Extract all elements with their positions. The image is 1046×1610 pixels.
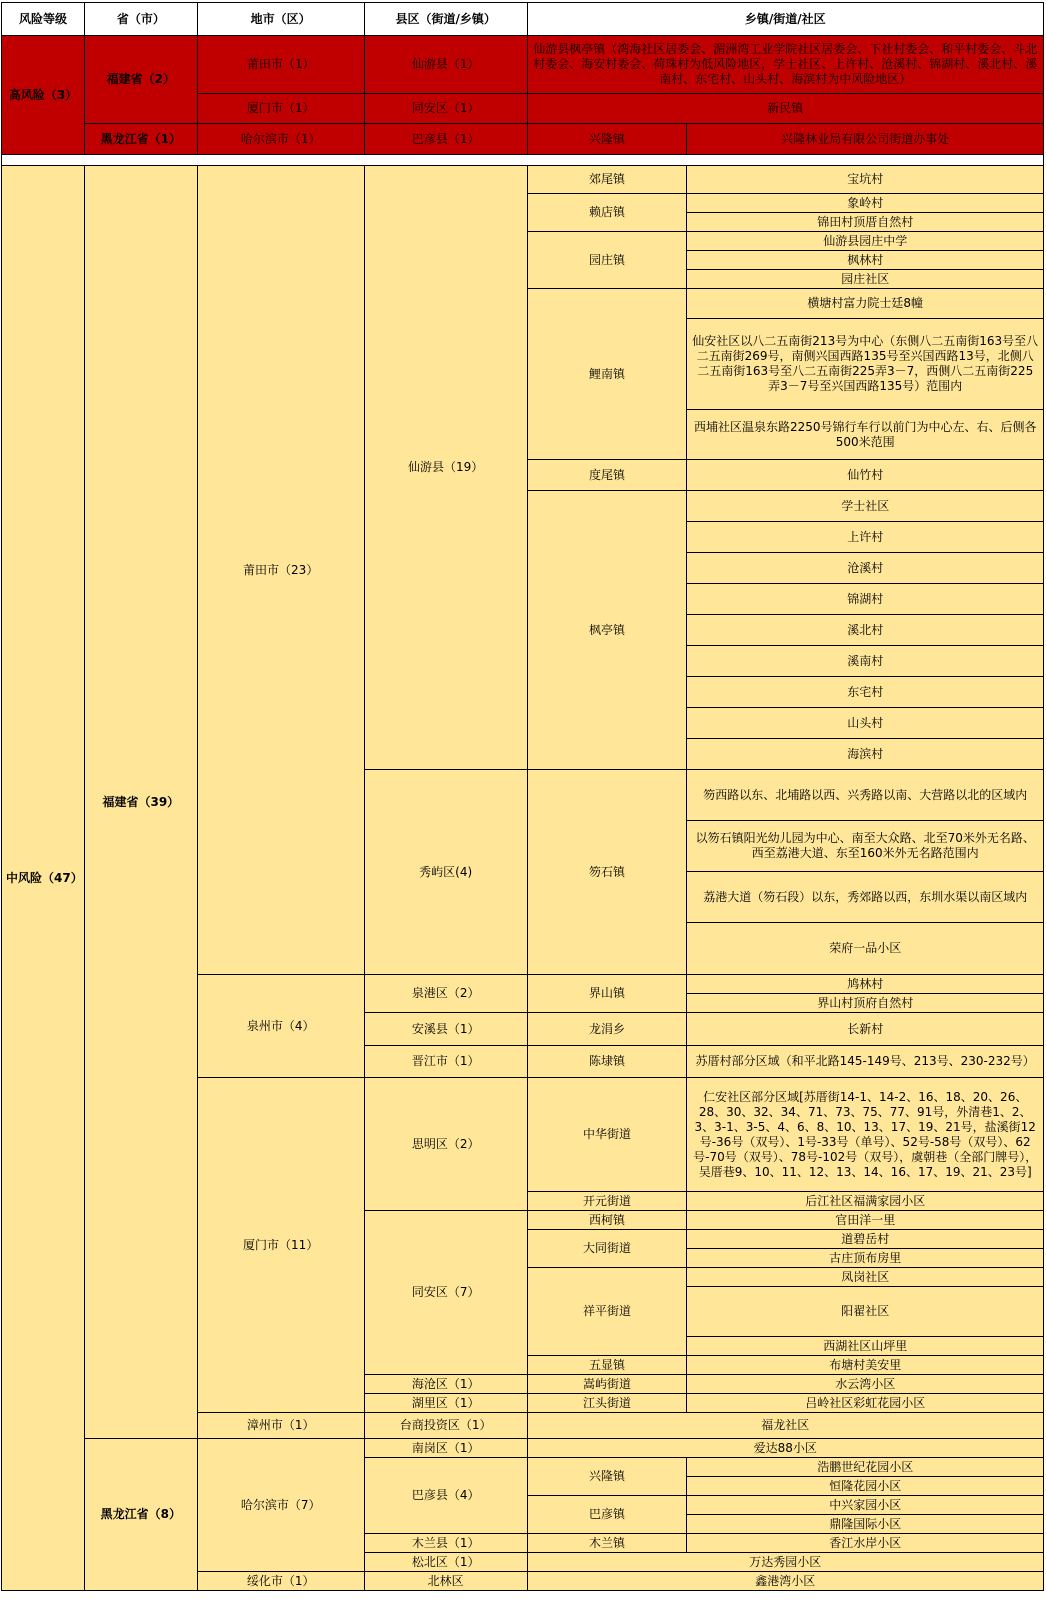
high-province-fujian: 福建省（2） bbox=[84, 36, 197, 124]
header-row bbox=[2, 3, 1044, 36]
county-cell: 南岗区（1） bbox=[364, 1439, 527, 1458]
separator-row bbox=[2, 155, 1044, 166]
county-cell: 海沧区（1） bbox=[364, 1375, 527, 1394]
town-cell: 西柯镇 bbox=[527, 1211, 687, 1230]
town-cell: 鲤南镇 bbox=[527, 289, 687, 460]
area-cell: 横塘村富力院士廷8幢 bbox=[687, 289, 1044, 319]
area-cell: 福龙社区 bbox=[527, 1413, 1043, 1439]
town-cell: 开元街道 bbox=[527, 1192, 687, 1211]
area-cell: 水云湾小区 bbox=[687, 1375, 1044, 1394]
town-cell: 兴隆镇 bbox=[527, 1458, 687, 1496]
area-cell: 沧溪村 bbox=[687, 553, 1044, 584]
area-cell: 浩鹏世纪花园小区 bbox=[687, 1458, 1044, 1477]
col-province: 省（市） bbox=[84, 3, 197, 36]
town-cell: 木兰镇 bbox=[527, 1534, 687, 1553]
area-cell: 苏厝村部分区域（和平北路145-149号、213号、230-232号） bbox=[687, 1046, 1044, 1078]
area-cell: 东宅村 bbox=[687, 677, 1044, 708]
town-cell: 龙涓乡 bbox=[527, 1013, 687, 1046]
area-cell: 仁安社区部分区域[苏厝街14-1、14-2、16、18、20、26、28、30、32、34、71、73、75、77、91号，外清巷1、2、3、3-1、3-5、4、6、8、10、13、17、19、21号，盐溪街12号-36号（双号）、1号-33号（单号）、52号-58号（双号）、62号-70号（双号）、78号-102号（双号），虞朝巷（全部门牌号），吴厝巷9、10、11、12、13、14、16、17、19、21、23号] bbox=[687, 1078, 1044, 1192]
town-cell: 枫亭镇 bbox=[527, 491, 687, 770]
area-cell: 西埔社区温泉东路2250号锦行车行以前门为中心左、右、后侧各500米范围 bbox=[687, 410, 1044, 460]
county-cell: 巴彦县（4） bbox=[364, 1458, 527, 1534]
county-cell: 仙游县（19） bbox=[364, 166, 527, 770]
city-cell: 莆田市（1） bbox=[197, 36, 364, 94]
area-cell: 溪南村 bbox=[687, 646, 1044, 677]
area-cell: 凤岗社区 bbox=[687, 1268, 1044, 1287]
town-cell: 度尾镇 bbox=[527, 460, 687, 491]
town-cell: 江头街道 bbox=[527, 1394, 687, 1413]
town-cell: 笏石镇 bbox=[527, 770, 687, 975]
area-cell: 象岭村 bbox=[687, 194, 1044, 213]
area-cell: 以笏石镇阳光幼儿园为中心、南至大众路、北至70米外无名路、西至荔港大道、东至160米外无名路范围内 bbox=[687, 821, 1044, 872]
col-town: 乡镇/街道/社区 bbox=[527, 3, 1043, 36]
high-province-heilongjiang: 黑龙江省（1） bbox=[84, 124, 197, 155]
city-cell: 莆田市（23） bbox=[197, 166, 364, 975]
city-cell: 漳州市（1） bbox=[197, 1413, 364, 1439]
county-cell: 同安区（1） bbox=[364, 94, 527, 124]
table-row bbox=[2, 36, 1044, 94]
town-cell: 郊尾镇 bbox=[527, 166, 687, 194]
county-cell: 思明区（2） bbox=[364, 1078, 527, 1211]
area-cell: 枫林村 bbox=[687, 251, 1044, 270]
area-cell: 仙安社区以八二五南街213号为中心（东侧八二五南街163号至八二五南街269号，南侧兴国西路135号至兴国西路13号，北侧八二五南街163号至八二五南街225弄3－7，西侧八二五南街225弄3－7号至兴国西路135号）范围内 bbox=[687, 319, 1044, 410]
town-cell: 兴隆镇 bbox=[527, 124, 687, 155]
area-cell: 道碧岳村 bbox=[687, 1230, 1044, 1249]
town-cell: 赖店镇 bbox=[527, 194, 687, 232]
town-cell: 祥平街道 bbox=[527, 1268, 687, 1356]
area-cell: 园庄社区 bbox=[687, 270, 1044, 289]
area-cell: 中兴家园小区 bbox=[687, 1496, 1044, 1515]
town-cell: 界山镇 bbox=[527, 975, 687, 1013]
county-cell: 安溪县（1） bbox=[364, 1013, 527, 1046]
town-cell: 陈埭镇 bbox=[527, 1046, 687, 1078]
area-cell: 爱达88小区 bbox=[527, 1439, 1043, 1458]
area-cell: 宝坑村 bbox=[687, 166, 1044, 194]
area-cell: 上许村 bbox=[687, 522, 1044, 553]
col-risk-level: 风险等级 bbox=[2, 3, 85, 36]
area-cell: 学士社区 bbox=[687, 491, 1044, 522]
county-cell: 泉港区（2） bbox=[364, 975, 527, 1013]
area-cell: 界山村顶府自然村 bbox=[687, 994, 1044, 1013]
col-city: 地市（区） bbox=[197, 3, 364, 36]
town-cell: 嵩屿街道 bbox=[527, 1375, 687, 1394]
high-risk-level: 高风险（3） bbox=[2, 36, 85, 155]
area-cell: 西湖社区山坪里 bbox=[687, 1337, 1044, 1356]
county-cell: 同安区（7） bbox=[364, 1211, 527, 1375]
area-cell: 鑫港湾小区 bbox=[527, 1572, 1043, 1591]
table-row bbox=[2, 1439, 1044, 1458]
col-county: 县区（街道/乡镇） bbox=[364, 3, 527, 36]
area-cell: 长新村 bbox=[687, 1013, 1044, 1046]
area-cell: 锦田村顶厝自然村 bbox=[687, 213, 1044, 232]
city-cell: 厦门市（1） bbox=[197, 94, 364, 124]
town-cell: 园庄镇 bbox=[527, 232, 687, 289]
area-cell: 兴隆林业局有限公司街道办事处 bbox=[687, 124, 1044, 155]
county-cell: 北林区 bbox=[364, 1572, 527, 1591]
county-cell: 秀屿区(4) bbox=[364, 770, 527, 975]
area-cell: 仙游县园庄中学 bbox=[687, 232, 1044, 251]
area-cell: 香江水岸小区 bbox=[687, 1534, 1044, 1553]
county-cell: 台商投资区（1） bbox=[364, 1413, 527, 1439]
area-cell: 海滨村 bbox=[687, 739, 1044, 770]
town-cell: 巴彦镇 bbox=[527, 1496, 687, 1534]
county-cell: 木兰县（1） bbox=[364, 1534, 527, 1553]
city-cell: 泉州市（4） bbox=[197, 975, 364, 1078]
mid-province-fujian: 福建省（39） bbox=[84, 166, 197, 1439]
town-cell: 中华街道 bbox=[527, 1078, 687, 1192]
area-cell: 仙游县枫亭镇（湾海社区居委会、湄洲湾工业学院社区居委会、下社村委会、和平村委会、斗北村委会、海安村委会、荷珠村为低风险地区，学士社区、上许村、沧溪村、锦湖村、溪北村、溪南村、东宅村、山头村、海滨村为中风险地区） bbox=[527, 36, 1043, 94]
area-cell: 吕岭社区彩虹花园小区 bbox=[687, 1394, 1044, 1413]
area-cell: 荔港大道（笏石段）以东，秀郊路以西，东圳水渠以南区域内 bbox=[687, 872, 1044, 923]
county-cell: 巴彦县（1） bbox=[364, 124, 527, 155]
area-cell: 阳翟社区 bbox=[687, 1287, 1044, 1337]
county-cell: 松北区（1） bbox=[364, 1553, 527, 1572]
risk-area-table bbox=[1, 2, 1044, 1591]
city-cell: 哈尔滨市（7） bbox=[197, 1439, 364, 1572]
area-cell: 后江社区福满家园小区 bbox=[687, 1192, 1044, 1211]
mid-province-heilongjiang: 黑龙江省（8） bbox=[84, 1439, 197, 1591]
area-cell: 溪北村 bbox=[687, 615, 1044, 646]
mid-risk-level: 中风险（47） bbox=[2, 166, 85, 1591]
area-cell: 新民镇 bbox=[527, 94, 1043, 124]
county-cell: 晋江市（1） bbox=[364, 1046, 527, 1078]
table-row bbox=[2, 166, 1044, 194]
area-cell: 荣府一品小区 bbox=[687, 923, 1044, 975]
city-cell: 厦门市（11） bbox=[197, 1078, 364, 1413]
area-cell: 笏西路以东、北埔路以西、兴秀路以南、大营路以北的区域内 bbox=[687, 770, 1044, 821]
area-cell: 鼎隆国际小区 bbox=[687, 1515, 1044, 1534]
city-cell: 绥化市（1） bbox=[197, 1572, 364, 1591]
area-cell: 仙竹村 bbox=[687, 460, 1044, 491]
area-cell: 山头村 bbox=[687, 708, 1044, 739]
county-cell: 湖里区（1） bbox=[364, 1394, 527, 1413]
area-cell: 锦湖村 bbox=[687, 584, 1044, 615]
area-cell: 恒隆花园小区 bbox=[687, 1477, 1044, 1496]
town-cell: 大同街道 bbox=[527, 1230, 687, 1268]
area-cell: 官田洋一里 bbox=[687, 1211, 1044, 1230]
area-cell: 万达秀园小区 bbox=[527, 1553, 1043, 1572]
area-cell: 布塘村美安里 bbox=[687, 1356, 1044, 1375]
area-cell: 古庄顶布房里 bbox=[687, 1249, 1044, 1268]
town-cell: 五显镇 bbox=[527, 1356, 687, 1375]
table-row bbox=[2, 124, 1044, 155]
area-cell: 鸠林村 bbox=[687, 975, 1044, 994]
county-cell: 仙游县（1） bbox=[364, 36, 527, 94]
city-cell: 哈尔滨市（1） bbox=[197, 124, 364, 155]
